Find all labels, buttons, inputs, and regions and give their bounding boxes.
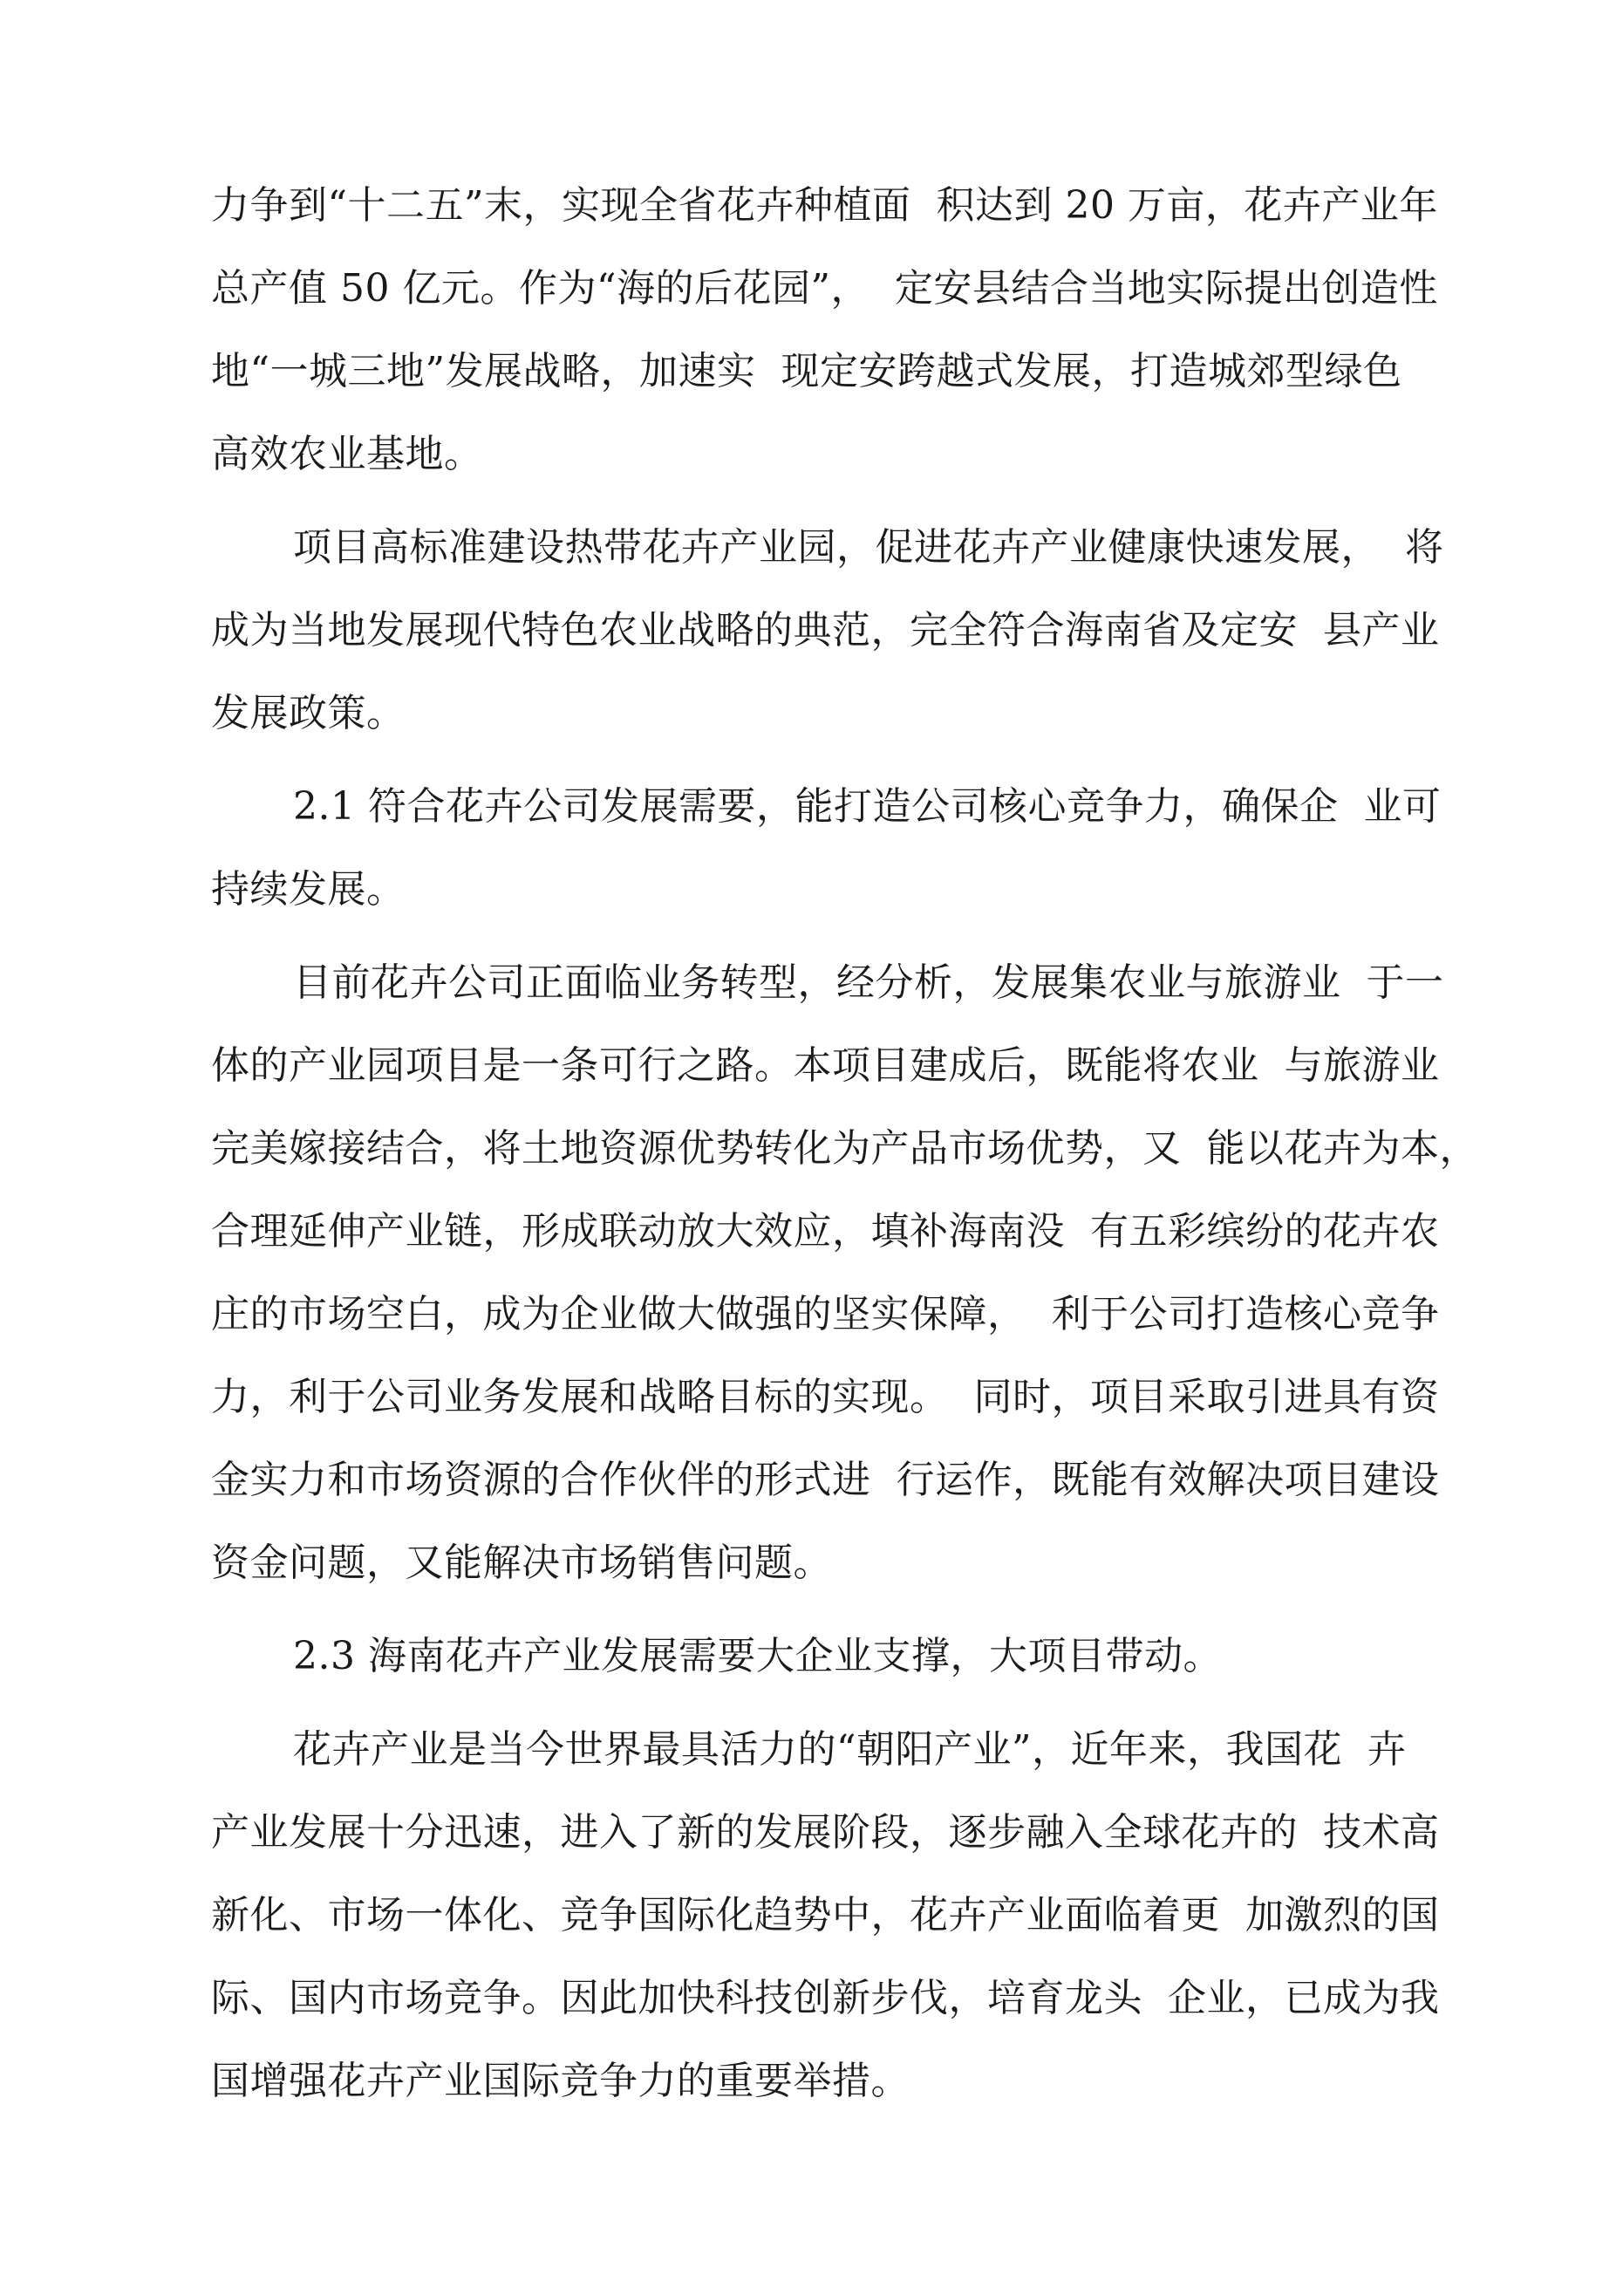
paragraph-1-line-2: 总产值 50 亿元。作为“海的后花园”， 定安县结合当地实际提出创造性 — [211, 266, 1438, 311]
paragraph-4-line-2: 体的产业园项目是一条可行之路。本项目建成后，既能将农业 与旅游业 — [211, 1043, 1440, 1088]
paragraph-4-line-3: 完美嫁接结合，将土地资源优势转化为产品市场优势，又 能以花卉为本， — [211, 1126, 1478, 1171]
paragraph-4-line-4: 合理延伸产业链，形成联动放大效应，填补海南没 有五彩缤纷的花卉农 — [211, 1209, 1440, 1254]
paragraph-1-line-3: 地“一城三地”发展战略，加速实 现定安跨越式发展，打造城郊型绿色 — [211, 349, 1402, 393]
paragraph-2-line-1: 项目高标准建设热带花卉产业园，促进花卉产业健康快速发展， 将 — [293, 525, 1444, 570]
paragraph-1-line-1: 力争到“十二五”末，实现全省花卉种植面 积达到 20 万亩，花卉产业年 — [211, 183, 1438, 228]
paragraph-6-line-5: 国增强花卉产业国际竞争力的重要举措。 — [211, 2059, 910, 2103]
paragraph-3-line-2: 持续发展。 — [211, 867, 406, 912]
paragraph-3-line-1: 2.1 符合花卉公司发展需要，能打造公司核心竞争力，确保企 业可 — [293, 784, 1442, 829]
paragraph-4-line-8: 资金问题，又能解决市场销售问题。 — [211, 1541, 832, 1585]
paragraph-4-line-7: 金实力和市场资源的合作伙伴的形式进 行运作，既能有效解决项目建设 — [211, 1458, 1440, 1502]
paragraph-6-line-3: 新化、市场一体化、竞争国际化趋势中，花卉产业面临着更 加激烈的国 — [211, 1893, 1440, 1937]
paragraph-5-line-1: 2.3 海南花卉产业发展需要大企业支撑，大项目带动。 — [293, 1634, 1222, 1678]
paragraph-4-line-5: 庄的市场空白，成为企业做大做强的坚实保障， 利于公司打造核心竞争 — [211, 1292, 1440, 1336]
paragraph-2-line-3: 发展政策。 — [211, 691, 406, 735]
paragraph-2-line-2: 成为当地发展现代特色农业战略的典范，完全符合海南省及定安 县产业 — [211, 608, 1440, 653]
paragraph-6-line-1: 花卉产业是当今世界最具活力的“朝阳产业”，近年来，我国花 卉 — [293, 1727, 1407, 1772]
paragraph-1-line-4: 高效农业基地。 — [211, 432, 483, 476]
paragraph-6-line-2: 产业发展十分迅速，进入了新的发展阶段，逐步融入全球花卉的 技术高 — [211, 1810, 1440, 1855]
paragraph-4-line-1: 目前花卉公司正面临业务转型，经分析，发展集农业与旅游业 于一 — [293, 960, 1444, 1005]
paragraph-6-line-4: 际、国内市场竞争。因此加快科技创新步伐，培育龙头 企业，已成为我 — [211, 1976, 1440, 2020]
paragraph-4-line-6: 力，利于公司业务发展和战略目标的实现。 同时，项目采取引进具有资 — [211, 1375, 1440, 1419]
